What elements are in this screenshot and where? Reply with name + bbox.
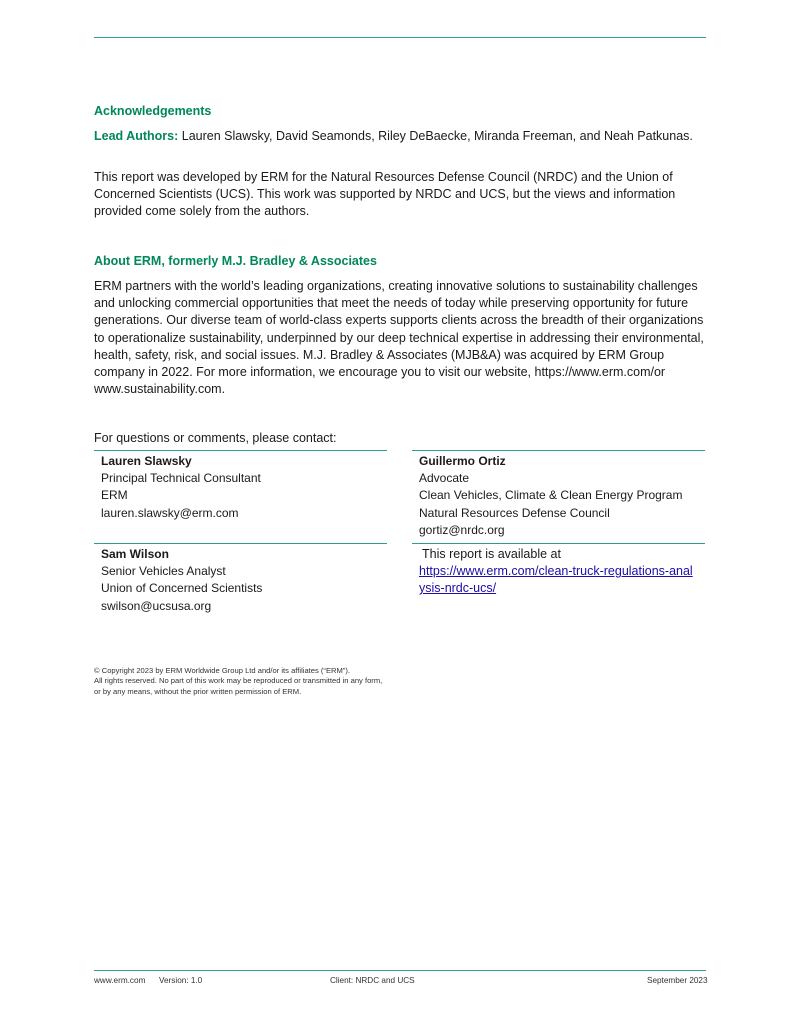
about-paragraph: ERM partners with the world’s leading organizations, creating innovative solutions to sustainability challenges and unlocking commercial opportunities that meet the needs of today while preserving opportunity for future generations. Our diverse team of world-class experts supports clients across the breadth of their organizations to operationalize sustainability, underpinned by our deep technical expertise in addressing their environmental, health, safety, risk, and social issues. M.J. Bradley & Associates (MJB&A) was acquired by ERM Group company in 2022. For more information, we encourage you to visit our website, https://www.erm.com/or www.sustainability.com. — [94, 279, 704, 397]
contact-card-ortiz — [412, 450, 705, 539]
contact-name: Guillermo Ortiz — [419, 454, 506, 468]
contact-org: Natural Resources Defense Council — [419, 505, 610, 520]
footer-website[interactable]: www.erm.com — [94, 976, 146, 985]
contact-card-slawsky — [94, 450, 387, 522]
contact-email[interactable]: swilson@ucsusa.org — [101, 598, 212, 613]
contact-name: Sam Wilson — [101, 547, 169, 561]
copyright-line: All rights reserved. No part of this work may be reproduced or transmitted in any form, — [94, 676, 383, 686]
contact-card-wilson — [94, 543, 387, 615]
report-availability-box — [412, 543, 705, 598]
footer-version: Version: 1.0 — [159, 976, 203, 985]
contact-title: Advocate — [419, 471, 470, 486]
lead-authors-paragraph — [94, 128, 710, 145]
footer-rule — [94, 970, 706, 971]
contact-title: Principal Technical Consultant — [101, 471, 261, 486]
report-link[interactable]: https://www.erm.com/clean-truck-regulations-analysis-nrdc-ucs/ — [419, 564, 693, 596]
contact-title: Senior Vehicles Analyst — [101, 564, 226, 579]
contact-intro: For questions or comments, please contact: — [94, 431, 337, 445]
header-rule — [94, 37, 706, 38]
availability-text: This report is available at — [422, 547, 561, 561]
contact-org: ERM — [101, 488, 128, 503]
copyright-line: or by any means, without the prior written permission of ERM. — [94, 686, 302, 696]
lead-authors-text: Lauren Slawsky, David Seamonds, Riley DeBaecke, Miranda Freeman, and Neah Patkunas. — [181, 129, 693, 143]
contact-email[interactable]: gortiz@nrdc.org — [419, 522, 505, 537]
contact-name: Lauren Slawsky — [101, 454, 192, 468]
contact-email[interactable]: lauren.slawsky@erm.com — [101, 505, 239, 520]
acknowledgements-heading: Acknowledgements — [94, 104, 212, 118]
copyright-notice — [94, 666, 414, 697]
report-credit-paragraph: This report was developed by ERM for the Natural Resources Defense Council (NRDC) and the Union of Concerned Scientists (UCS). This work was supported by NRDC and UCS, but the views and information provided come solely from the authors. — [94, 170, 676, 219]
contact-program: Clean Vehicles, Climate & Clean Energy Program — [419, 488, 683, 503]
about-heading: About ERM, formerly M.J. Bradley & Associates — [94, 254, 377, 268]
contact-org: Union of Concerned Scientists — [101, 581, 263, 596]
copyright-line: © Copyright 2023 by ERM Worldwide Group Ltd and/or its affiliates (“ERM”). — [94, 666, 351, 675]
footer-client: Client: NRDC and UCS — [330, 976, 415, 985]
lead-authors-label: Lead Authors: — [94, 129, 179, 143]
footer-date: September 2023 — [647, 976, 708, 985]
